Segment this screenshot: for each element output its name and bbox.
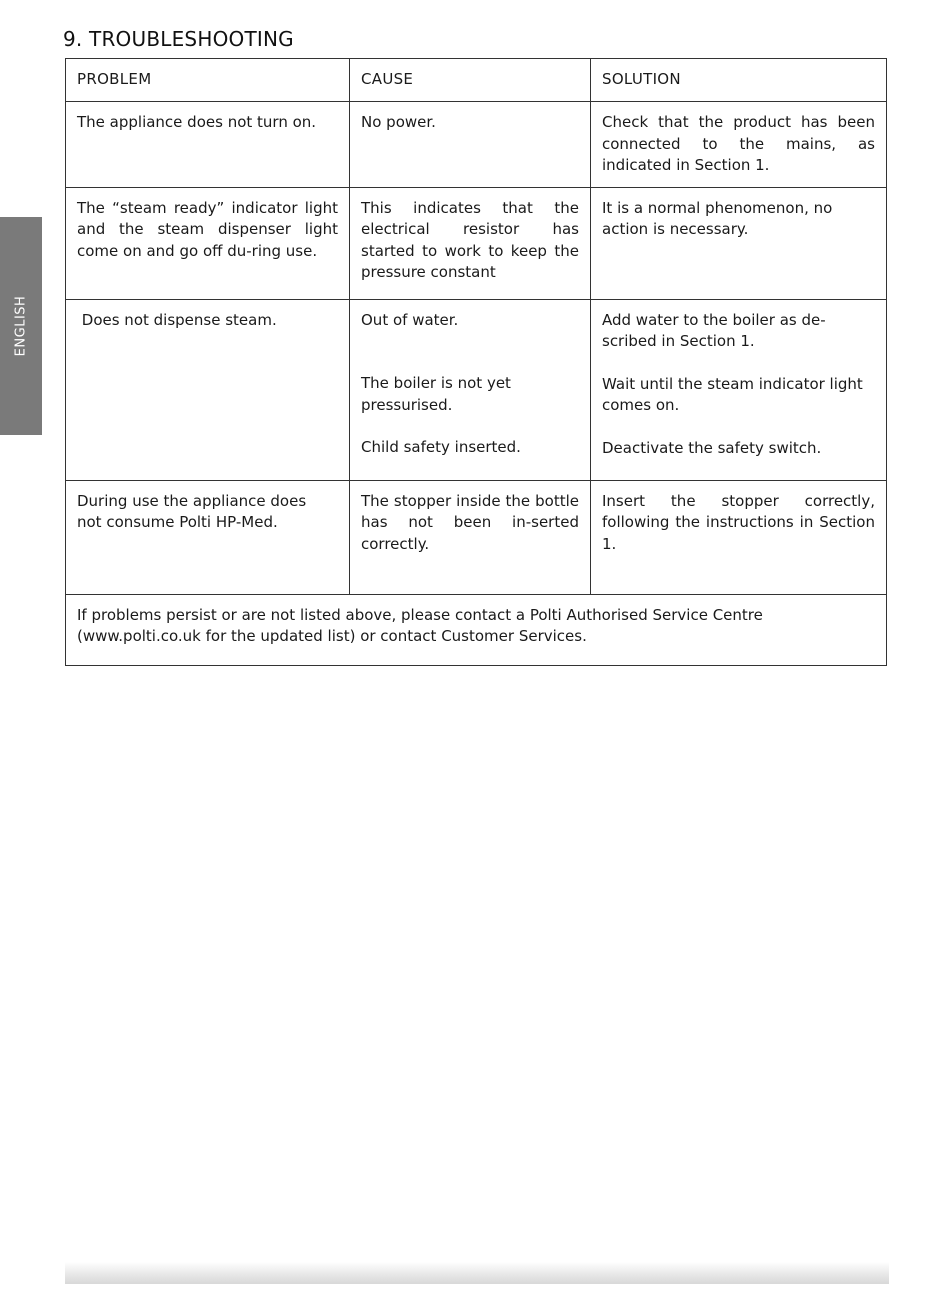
- language-side-tab: [0, 217, 42, 435]
- cause-item: Child safety inserted.: [361, 438, 521, 456]
- cause-item: The boiler is not yet pressurised.: [361, 374, 511, 414]
- footer-bar: [65, 1262, 889, 1284]
- note-cell: If problems persist or are not listed above, please contact a Polti Authorised Service Centre (www.polti.co.uk for the updated list) or contact Customer Services.: [66, 594, 887, 665]
- table-header-row: [66, 59, 887, 102]
- language-tab-label: ENGLISH: [13, 295, 29, 357]
- page-title: 9. TROUBLESHOOTING: [63, 27, 294, 51]
- table-row: [66, 187, 887, 299]
- header-cause: CAUSE: [350, 59, 591, 102]
- problem-cell: [66, 299, 350, 480]
- solution-cell: [591, 299, 887, 480]
- problem-cell: [66, 480, 350, 594]
- problem-cell: The “steam ready” indicator light and the steam dispenser light come on and go off du-ring use.: [66, 187, 350, 299]
- solution-item: Wait until the steam indicator light comes on.: [602, 374, 863, 414]
- solution-cell: Insert the stopper correctly, following the instructions in Section 1.: [591, 480, 887, 594]
- table-row: [66, 102, 887, 188]
- table-row: [66, 299, 887, 480]
- troubleshooting-table: [65, 58, 887, 666]
- problem-cell: The appliance does not turn on.: [66, 102, 350, 188]
- problem-text: During use the appliance does not consume Polti HP-Med.: [77, 491, 307, 531]
- cause-item: Out of water.: [361, 310, 459, 329]
- solution-item: Add water to the boiler as de-scribed in Section 1.: [602, 310, 826, 350]
- cause-cell: This indicates that the electrical resistor has started to work to keep the pressure constant: [350, 187, 591, 299]
- solution-item: Deactivate the safety switch.: [602, 438, 822, 457]
- header-problem: PROBLEM: [66, 59, 350, 102]
- header-solution: SOLUTION: [591, 59, 887, 102]
- table-row: [66, 480, 887, 594]
- solution-cell: It is a normal phenomenon, no action is necessary.: [591, 187, 887, 299]
- cause-cell: No power.: [350, 102, 591, 188]
- cause-cell: [350, 299, 591, 480]
- problem-text: Does not dispense steam.: [77, 310, 277, 329]
- cause-cell: The stopper inside the bottle has not been in-serted correctly.: [350, 480, 591, 594]
- solution-cell: Check that the product has been connected to the mains, as indicated in Section 1.: [591, 102, 887, 188]
- note-row: [66, 594, 887, 665]
